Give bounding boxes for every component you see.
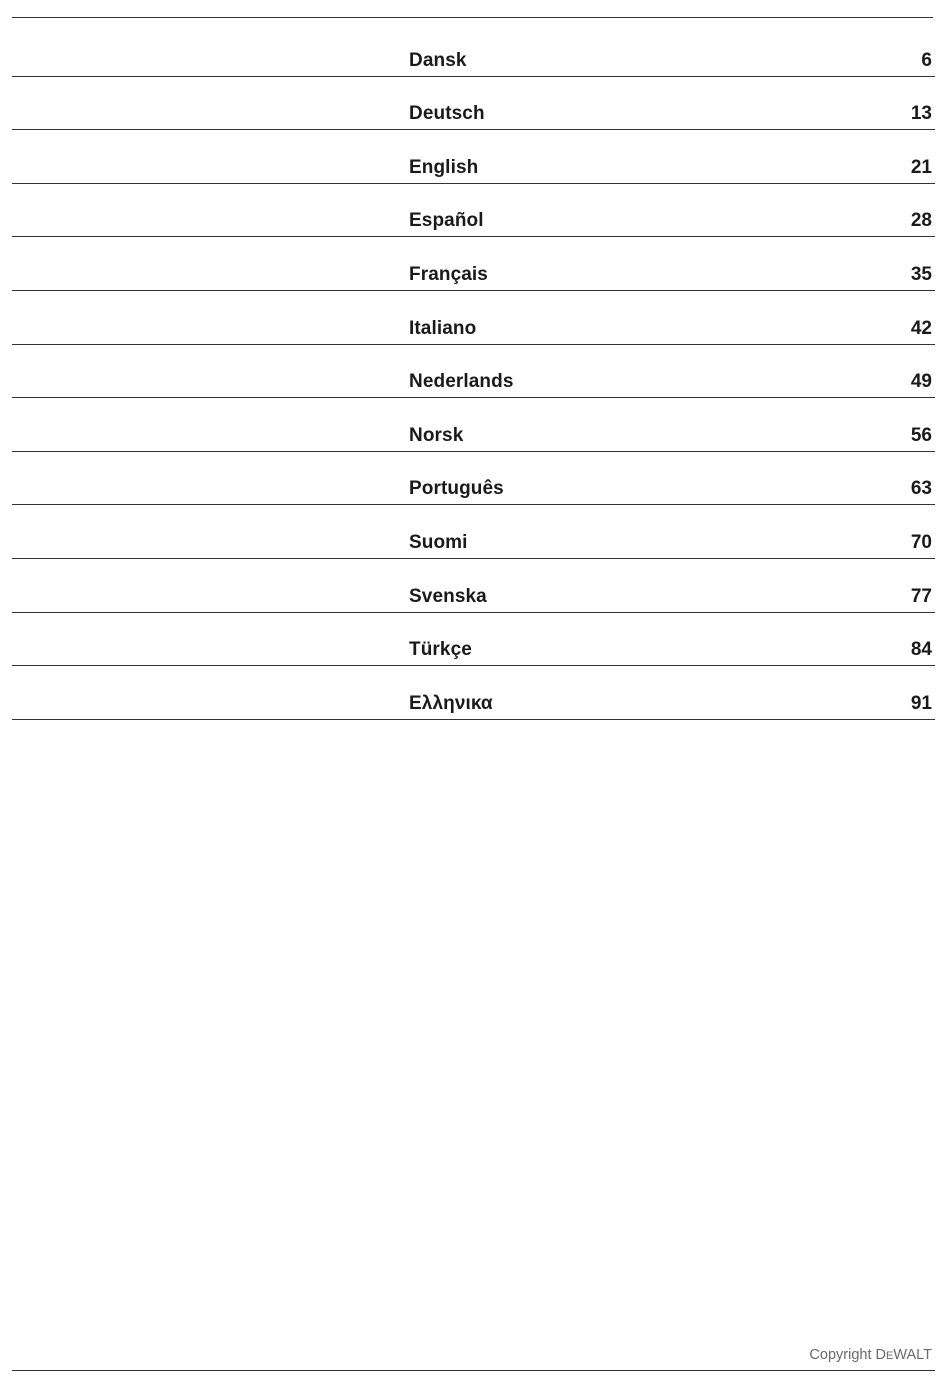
toc-entry-label: Español bbox=[409, 210, 484, 232]
table-of-contents bbox=[0, 24, 950, 721]
copyright-prefix: Copyright D bbox=[809, 1347, 886, 1363]
toc-entry-deutsch[interactable] bbox=[12, 78, 935, 131]
toc-entry-norsk[interactable] bbox=[12, 399, 935, 452]
toc-entry-page: 21 bbox=[910, 156, 932, 178]
toc-entry-page: 49 bbox=[910, 371, 932, 393]
toc-entry-page: 70 bbox=[910, 531, 932, 553]
toc-entry-label: Suomi bbox=[409, 531, 468, 553]
toc-entry-page: 63 bbox=[910, 478, 932, 500]
toc-entry-english[interactable] bbox=[12, 131, 935, 184]
toc-entry-turkce[interactable] bbox=[12, 614, 935, 667]
toc-entry-italiano[interactable] bbox=[12, 292, 935, 345]
bottom-divider bbox=[12, 1370, 935, 1371]
toc-entry-portugues[interactable] bbox=[12, 453, 935, 506]
toc-entry-label: Français bbox=[409, 263, 488, 285]
toc-entry-label: Deutsch bbox=[409, 103, 485, 125]
toc-entry-page: 6 bbox=[921, 49, 932, 71]
toc-entry-svenska[interactable] bbox=[12, 560, 935, 613]
toc-entry-page: 35 bbox=[910, 263, 932, 285]
copyright-brand-small-caps: E bbox=[885, 1350, 894, 1362]
toc-entry-label: Norsk bbox=[409, 424, 464, 446]
toc-entry-dansk[interactable] bbox=[12, 24, 935, 77]
toc-entry-page: 77 bbox=[910, 585, 932, 607]
top-divider bbox=[12, 17, 933, 18]
toc-entry-label: Português bbox=[409, 478, 504, 500]
toc-entry-label: Dansk bbox=[409, 49, 467, 71]
toc-entry-espanol[interactable] bbox=[12, 185, 935, 238]
toc-entry-label: Nederlands bbox=[409, 371, 514, 393]
toc-entry-page: 42 bbox=[910, 317, 932, 339]
toc-entry-page: 84 bbox=[910, 639, 932, 661]
toc-entry-suomi[interactable] bbox=[12, 506, 935, 559]
toc-entry-page: 56 bbox=[910, 424, 932, 446]
toc-entry-label: Italiano bbox=[409, 317, 477, 339]
toc-entry-label: Türkçe bbox=[409, 639, 472, 661]
toc-entry-page: 13 bbox=[910, 103, 932, 125]
toc-entry-nederlands[interactable] bbox=[12, 346, 935, 399]
toc-entry-label: English bbox=[409, 156, 479, 178]
toc-entry-francais[interactable] bbox=[12, 238, 935, 291]
copyright-notice bbox=[809, 1347, 932, 1363]
copyright-brand-rest: WALT bbox=[893, 1347, 932, 1363]
toc-entry-page: 91 bbox=[910, 692, 932, 714]
toc-entry-label: Svenska bbox=[409, 585, 487, 607]
toc-entry-page: 28 bbox=[910, 210, 932, 232]
toc-entry-ellinika[interactable] bbox=[12, 667, 935, 720]
toc-entry-label: Ελληνικα bbox=[409, 692, 493, 714]
